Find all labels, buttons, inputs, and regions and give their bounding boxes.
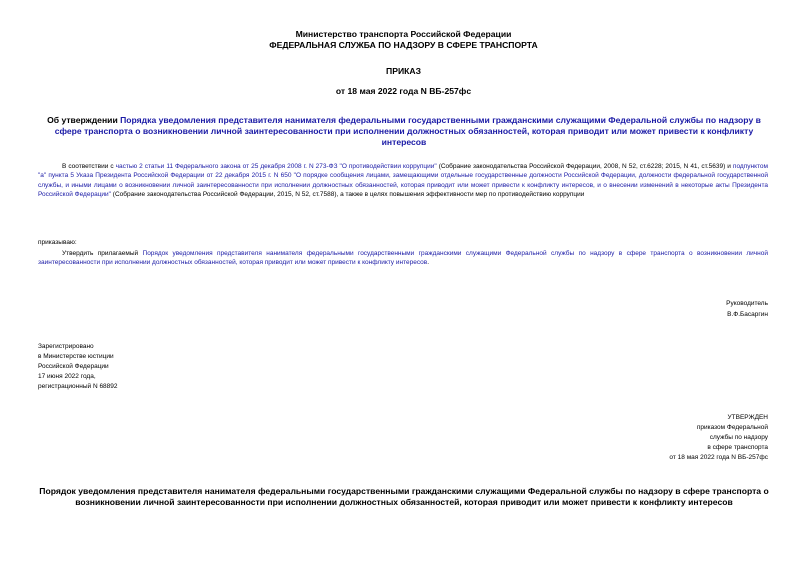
registration-line-1: Зарегистрировано (38, 343, 94, 350)
decree-650-link[interactable]: подпунктом "а" пункта 5 Указа Президента Российской Федерации от 22 декабря 2015 г. N 650 "О порядке сообщения лицами, замещающими отдельные государственные должности Российской Федерации, должности федеральной государственной службы, и иными лицами о возникновении личной заинтересованности при исполнении должностных обязанностей, которая приводит или может привести к конфликту интересов, и о внесении изменений в некоторые акты Президента Российской Федерации" (38, 163, 768, 198)
preamble-text-2: (Собрание законодательства Российской Федерации, 2008, N 52, ст.6228; 2015, N 41, ст.5639) и (436, 163, 733, 170)
signature-name: В.Ф.Басаргин (727, 311, 768, 318)
service-name: ФЕДЕРАЛЬНАЯ СЛУЖБА ПО НАДЗОРУ В СФЕРЕ ТРАНСПОРТА (269, 40, 538, 50)
order-title (34, 115, 774, 148)
order-text-2: . (427, 259, 430, 267)
order-title-link[interactable]: Порядка уведомления представителя нанимателя федеральными государственными гражданскими служащими Федеральной службы по надзору в сфере транспорта о возникновении личной заинтересованности при исполнении должностных обязанностей, которая приводит или может привести к конфликту интересов (54, 115, 761, 147)
doc-date-number: от 18 мая 2022 года N ВБ-257фс (335, 86, 472, 96)
order-text-1: Утвердить прилагаемый (62, 250, 143, 257)
ministry-name: Министерство транспорта Российской Федерации (295, 29, 512, 39)
preamble-text-3: (Собрание законодательства Российской Федерации, 2015, N 52, ст.7588), а также в целях повышения эффективности мер по противодействию коррупции (111, 190, 585, 198)
law-273-link[interactable]: частью 2 статьи 11 Федерального закона от 25 декабря 2008 г. N 273-ФЗ "О противодействии коррупции" (115, 163, 437, 170)
procedure-link[interactable]: Порядок уведомления представителя нанимателя федеральными государственными гражданскими служащими Федеральной службы по надзору в сфере транспорта о возникновении личной заинтересованности при исполнении должностных обязанностей, которая приводит или может привести к конфликту интересов (38, 250, 768, 267)
approval-line-2: приказом Федеральной (696, 424, 768, 431)
registration-line-5: регистрационный N 68892 (38, 383, 118, 390)
preamble-text-1: В соответствии с (62, 163, 116, 170)
registration-line-2: в Министерстве юстиции (38, 353, 114, 360)
registration-line-4: 17 июня 2022 года, (38, 373, 96, 380)
approval-line-4: в сфере транспорта (707, 444, 768, 451)
order-title-prefix: Об утверждении (47, 115, 121, 125)
preamble-paragraph (38, 162, 768, 199)
approval-line-1: УТВЕРЖДЕН (727, 414, 768, 421)
registration-line-3: Российской Федерации (38, 363, 109, 370)
order-paragraph (38, 249, 768, 268)
order-word: приказываю: (38, 239, 77, 246)
approval-line-5: от 18 мая 2022 года N ВБ-257фс (669, 454, 768, 461)
signature-position: Руководитель (726, 300, 768, 307)
doc-type: ПРИКАЗ (386, 66, 421, 76)
annex-title: Порядок уведомления представителя нанимателя федеральными государственными гражданскими служащими Федеральной службы по надзору в сфере транспорта о возникновении личной заинтересованности при исполнении должностных обязанностей, которая приводит или может привести к конфликту интересов (39, 486, 769, 507)
approval-line-3: службы по надзору (709, 434, 768, 441)
